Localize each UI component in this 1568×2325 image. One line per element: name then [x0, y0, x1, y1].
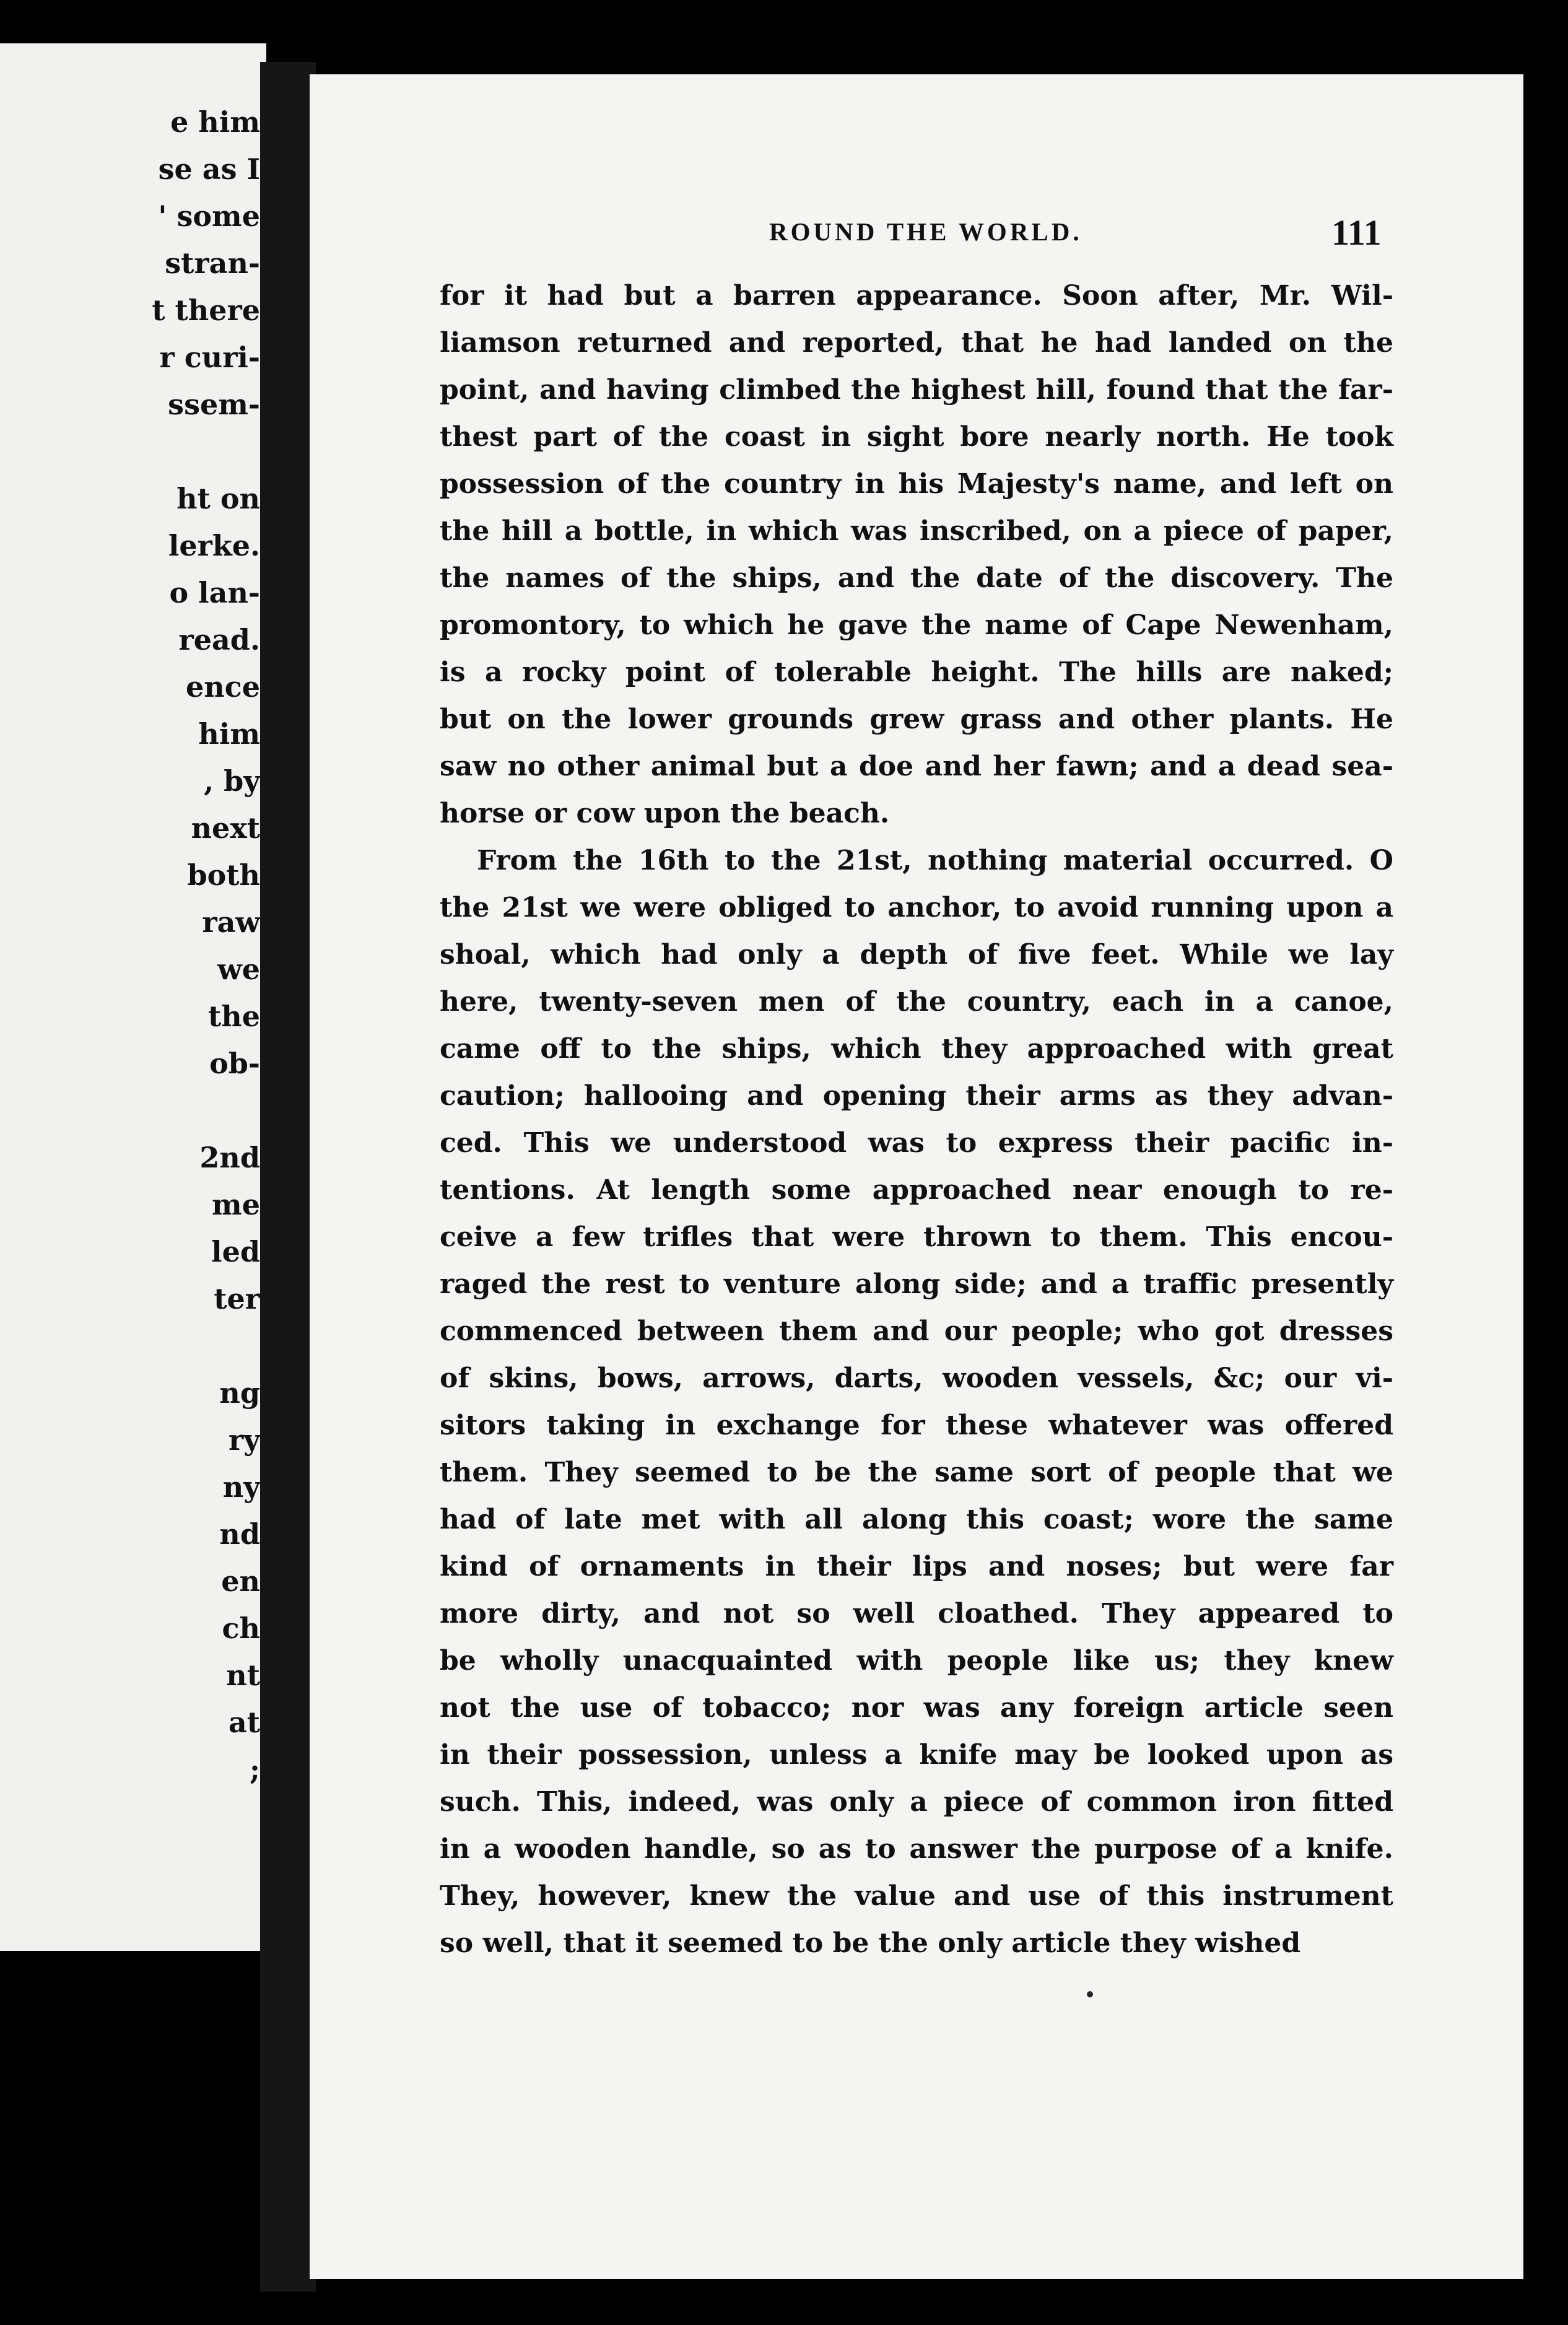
facing-page-line: we — [217, 953, 260, 986]
text-line: is a rocky point of tolerable height. The hills are naked; — [440, 656, 1393, 688]
text-line: They, however, knew the value and use of this instrument — [440, 1880, 1393, 1912]
text-line: possession of the country in his Majesty's name, and left on — [440, 468, 1393, 500]
facing-page-line: ence — [186, 670, 260, 704]
text-line: ced. This we understood was to express their pacific in- — [440, 1127, 1393, 1159]
page-number: 111 — [1331, 212, 1382, 253]
facing-page-line: nt — [226, 1659, 260, 1692]
facing-page-line: , by — [204, 764, 260, 798]
facing-page-line: t there — [152, 294, 260, 327]
facing-page-line: me — [212, 1188, 260, 1221]
facing-page-line: 2nd — [199, 1141, 260, 1174]
text-line: had of late met with all along this coast; wore the same — [440, 1504, 1393, 1535]
facing-page-line: lerke. — [168, 529, 260, 562]
facing-page-line: ob- — [209, 1047, 260, 1080]
facing-page-line: next — [191, 811, 260, 845]
text-line: tentions. At length some approached near enough to re- — [440, 1174, 1393, 1206]
facing-page-fragment — [0, 43, 266, 1951]
facing-page-line: r curi- — [159, 341, 260, 374]
text-line: sitors taking in exchange for these whatever was offered — [440, 1410, 1393, 1441]
facing-page-line: e him — [170, 105, 260, 139]
running-head: ROUND THE WORLD. — [769, 217, 1082, 246]
text-line: saw no other animal but a doe and her fawn; and a dead sea- — [440, 751, 1393, 782]
text-line: be wholly unacquainted with people like us; they knew — [440, 1645, 1393, 1677]
text-line: the 21st we were obliged to anchor, to avoid running upon a — [440, 892, 1393, 923]
facing-page-line: ; — [250, 1753, 260, 1786]
text-line: raged the rest to venture along side; and a traffic presently — [440, 1268, 1393, 1300]
text-line: in a wooden handle, so as to answer the purpose of a knife. — [440, 1833, 1393, 1865]
facing-page-line: nd — [219, 1517, 260, 1551]
facing-page-line: ry — [229, 1423, 260, 1457]
text-line: of skins, bows, arrows, darts, wooden vessels, &c; our vi- — [440, 1363, 1393, 1394]
facing-page-line: ter — [214, 1282, 260, 1315]
facing-page-line: the — [208, 1000, 260, 1033]
text-line: in their possession, unless a knife may be looked upon as — [440, 1739, 1393, 1771]
text-line: From the 16th to the 21st, nothing material occurred. O — [477, 845, 1393, 876]
ink-speck — [1087, 1991, 1093, 1997]
text-line: the names of the ships, and the date of the discovery. The — [440, 562, 1393, 594]
text-line: so well, that it seemed to be the only article they wished — [440, 1927, 1301, 1959]
facing-page-line: ny — [222, 1470, 260, 1504]
text-line: them. They seemed to be the same sort of people that we — [440, 1457, 1393, 1488]
text-line: horse or cow upon the beach. — [440, 798, 890, 829]
facing-page-line: raw — [202, 905, 260, 939]
facing-page-line: en — [221, 1564, 260, 1598]
body-text — [440, 273, 1393, 1967]
text-line: kind of ornaments in their lips and noses; but were far — [440, 1551, 1393, 1582]
text-line: such. This, indeed, was only a piece of common iron fitted — [440, 1786, 1393, 1818]
text-line: came off to the ships, which they approached with great — [440, 1033, 1393, 1065]
text-line: promontory, to which he gave the name of Cape Newenham, — [440, 609, 1393, 641]
text-line: shoal, which had only a depth of five feet. While we lay — [440, 939, 1393, 971]
text-line: thest part of the coast in sight bore nearly north. He took — [440, 421, 1393, 453]
text-line: liamson returned and reported, that he had landed on the — [440, 327, 1393, 359]
facing-page-line: both — [187, 858, 260, 892]
facing-page-line: o lan- — [169, 576, 260, 609]
facing-page-line: ' some — [158, 199, 260, 233]
text-line: here, twenty-seven men of the country, each in a canoe, — [440, 986, 1393, 1018]
book-page — [310, 74, 1523, 2279]
facing-page-line: him — [198, 717, 260, 751]
text-line: but on the lower grounds grew grass and other plants. He — [440, 704, 1393, 735]
text-line: caution; hallooing and opening their arms as they advan- — [440, 1080, 1393, 1112]
text-line: more dirty, and not so well cloathed. They appeared to — [440, 1598, 1393, 1629]
facing-page-line: led — [211, 1235, 260, 1268]
book-gutter — [260, 62, 316, 2292]
text-line: ceive a few trifles that were thrown to them. This encou- — [440, 1221, 1393, 1253]
text-line: not the use of tobacco; nor was any foreign article seen — [440, 1692, 1393, 1724]
text-line: commenced between them and our people; who got dresses — [440, 1315, 1393, 1347]
facing-page-line: se as I — [158, 152, 260, 186]
facing-page-line: at — [228, 1706, 260, 1739]
text-line: for it had but a barren appearance. Soon after, Mr. Wil- — [440, 280, 1393, 312]
text-line: point, and having climbed the highest hill, found that the far- — [440, 374, 1393, 406]
facing-page-line: ssem- — [168, 388, 260, 421]
text-line: the hill a bottle, in which was inscribed, on a piece of paper, — [440, 515, 1393, 547]
facing-page-line: ht on — [176, 482, 260, 515]
facing-page-line: read. — [178, 623, 260, 656]
facing-page-line: ch — [222, 1612, 260, 1645]
facing-page-line: ng — [219, 1376, 260, 1410]
facing-page-line: stran- — [165, 246, 260, 280]
